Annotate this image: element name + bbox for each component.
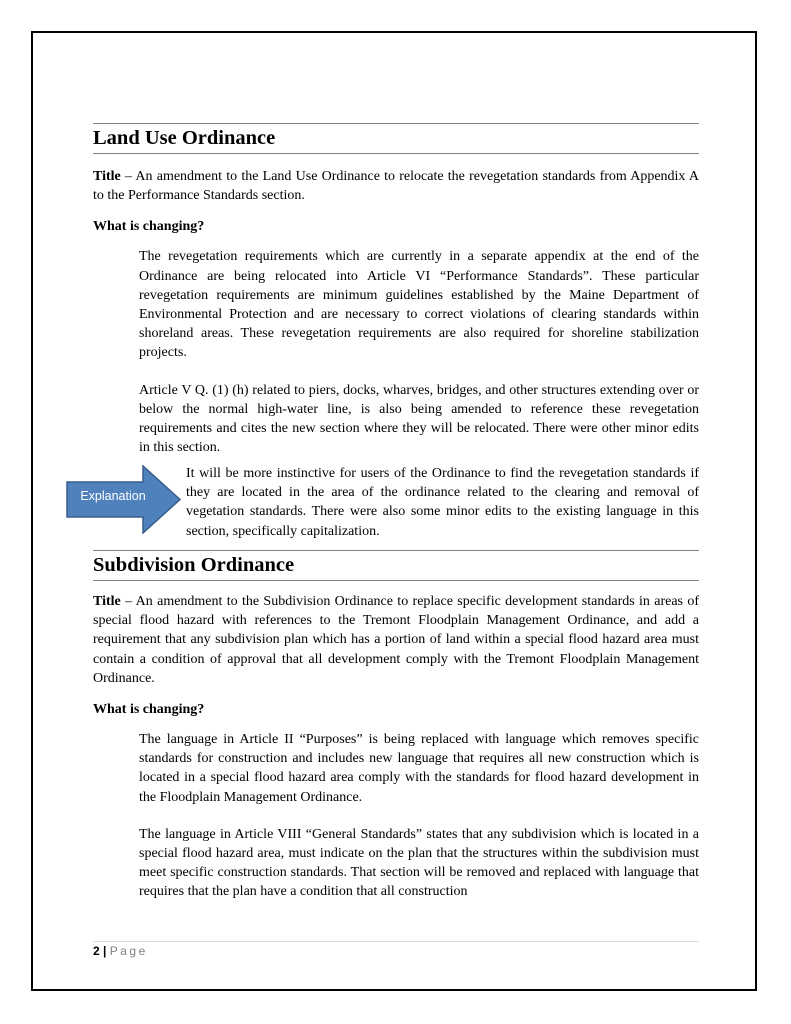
subdivision-paragraph-2: The language in Article VIII “General Standards” states that any subdivision which is located in a special flood hazard area, must indicate on the plan that the structures within the subdivision must meet specific construction standards. That section will be removed and replaced with language that requires that the plan have a condition that all construction: [139, 826, 699, 900]
explanation-block: [186, 464, 699, 541]
page-separator: |: [103, 944, 107, 958]
subdivision-title-label: Title: [93, 594, 121, 609]
subdivision-title-text: – An amendment to the Subdivision Ordinance to replace specific development standards in areas of special flood hazard with references to the Tremont Floodplain Management Ordinance, and add a requirement that any subdivision plan which has a portion of land within a special flood hazard area must contain a condition of approval that all development comply with the Tremont Floodplain Management Ordinance.: [93, 594, 699, 686]
land-use-what-changing: What is changing?: [93, 219, 205, 235]
subdivision-section: [93, 550, 699, 902]
land-use-paragraph-1: The revegetation requirements which are currently in a separate appendix at the end of the Ordinance are being relocated into Article VI “Performance Standards”. These particular revegetation requirements are minimum guidelines established by the Maine Department of Environmental Protection and are necessary to correct violations of clearing standards within shoreland areas. These revegetation requirements are also required for shoreline stabilization projects.: [139, 249, 699, 361]
subdivision-heading: Subdivision Ordinance: [93, 550, 699, 581]
explanation-label: Explanation: [80, 489, 146, 503]
land-use-title-label: Title: [93, 169, 121, 184]
subdivision-what-changing: What is changing?: [93, 702, 205, 718]
page-footer: [93, 944, 148, 958]
land-use-paragraph-2: Article V Q. (1) (h) related to piers, docks, wharves, bridges, and other structures extending over or below the normal high-water line, is also being amended to reference these revegetation requirements and cites the new section where they will be relocated. There were other minor edits in this section.: [139, 382, 699, 456]
footer-divider: [93, 941, 699, 942]
land-use-section: [93, 123, 699, 457]
explanation-arrow: [66, 465, 181, 534]
page-word: Page: [109, 944, 148, 958]
page-number: 2: [93, 944, 100, 958]
land-use-title-text: – An amendment to the Land Use Ordinance to relocate the revegetation standards from Appendix A to the Performance Standards section.: [93, 169, 699, 204]
land-use-title-paragraph: [93, 167, 699, 205]
subdivision-title-paragraph: [93, 592, 699, 688]
land-use-heading: Land Use Ordinance: [93, 123, 699, 154]
explanation-text: It will be more instinctive for users of the Ordinance to find the revegetation standards if they are located in the area of the ordinance related to the clearing and removal of vegetation standards. There were also some minor edits to the existing language in this section, specifically capitalization.: [186, 466, 699, 539]
subdivision-paragraph-1: The language in Article II “Purposes” is being replaced with language which removes specific standards for construction and includes new language that requires all new construction which is located in a special flood hazard area comply with the standards for flood hazard development in the Floodplain Management Ordinance.: [139, 732, 699, 805]
